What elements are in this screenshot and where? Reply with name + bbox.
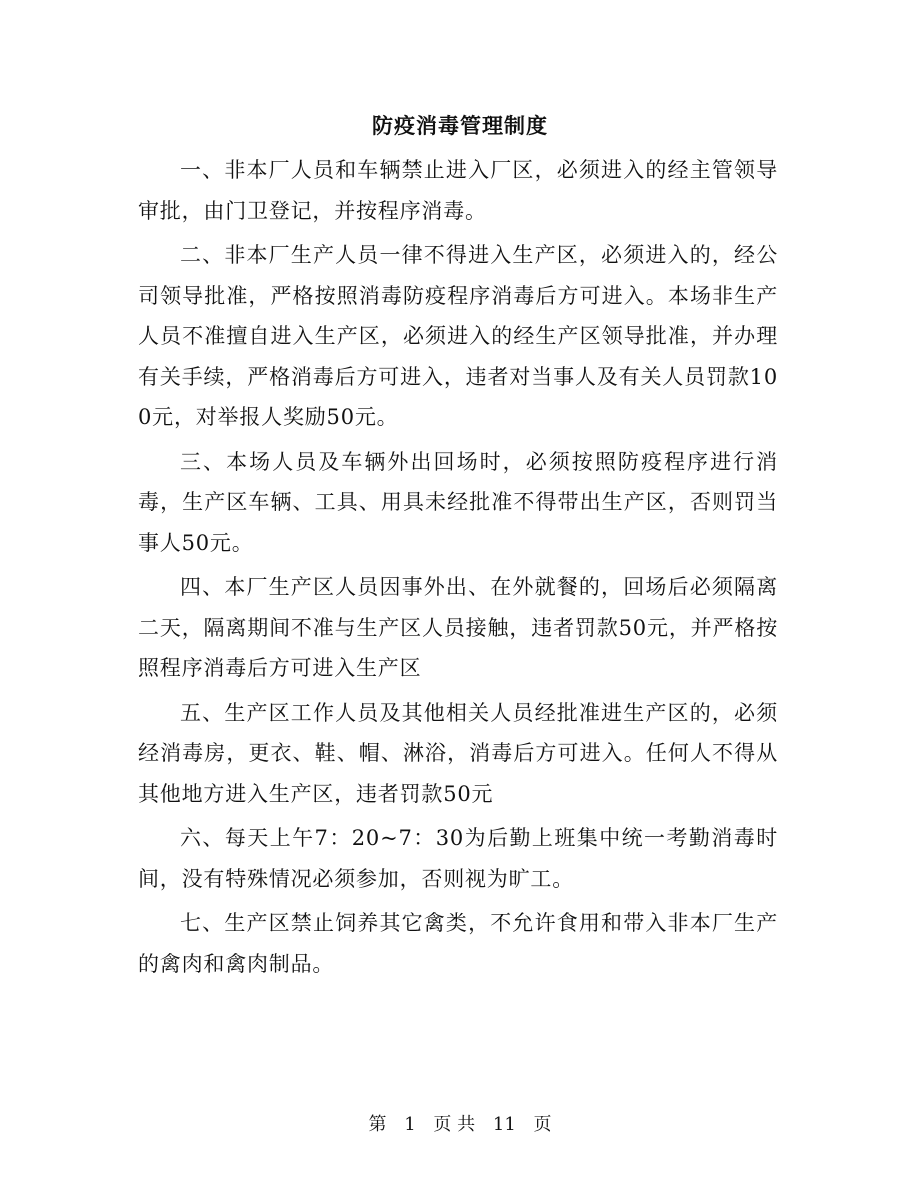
page-prefix: 第 <box>368 1114 387 1135</box>
paragraph-4: 四、本厂生产区人员因事外出、在外就餐的，回场后必须隔离二天，隔离期间不准与生产区人员接触，违者罚款50元，并严格按照程序消毒后方可进入生产区 <box>138 575 778 680</box>
paragraph-7: 七、生产区禁止饲养其它禽类，不允许食用和带入非本厂生产的禽肉和禽肉制品。 <box>138 911 778 976</box>
document-title: 防疫消毒管理制度 <box>372 113 548 138</box>
page-footer <box>0 1111 920 1139</box>
page-middle-text: 页 共 <box>433 1114 476 1135</box>
paragraph-2: 二、非本厂生产人员一律不得进入生产区，必须进入的，经公司领导批准，严格按照消毒防疫程序消毒后方可进入。本场非生产人员不准擅自进入生产区，必须进入的经生产区领导批准，并办理有关手续，严格消毒后方可进入，违者对当事人及有关人员罚款100元，对举报人奖励50元。 <box>138 243 778 429</box>
page-number: 1 <box>404 1114 416 1135</box>
paragraph-5: 五、生产区工作人员及其他相关人员经批准进生产区的，必须经消毒房，更衣、鞋、帽、淋浴，消毒后方可进入。任何人不得从其他地方进入生产区，违者罚款50元 <box>138 700 778 806</box>
paragraph-6: 六、每天上午7：20~7：30为后勤上班集中统一考勤消毒时间，没有特殊情况必须参加，否则视为旷工。 <box>138 826 778 891</box>
total-pages: 11 <box>492 1114 516 1135</box>
paragraph-3: 三、本场人员及车辆外出回场时，必须按照防疫程序进行消毒，生产区车辆、工具、用具未经批准不得带出生产区，否则罚当事人50元。 <box>138 449 778 555</box>
paragraph-1: 一、非本厂人员和车辆禁止进入厂区，必须进入的经主管领导审批，由门卫登记，并按程序消毒。 <box>138 158 778 223</box>
document-body <box>138 150 778 988</box>
page-suffix: 页 <box>533 1114 552 1135</box>
